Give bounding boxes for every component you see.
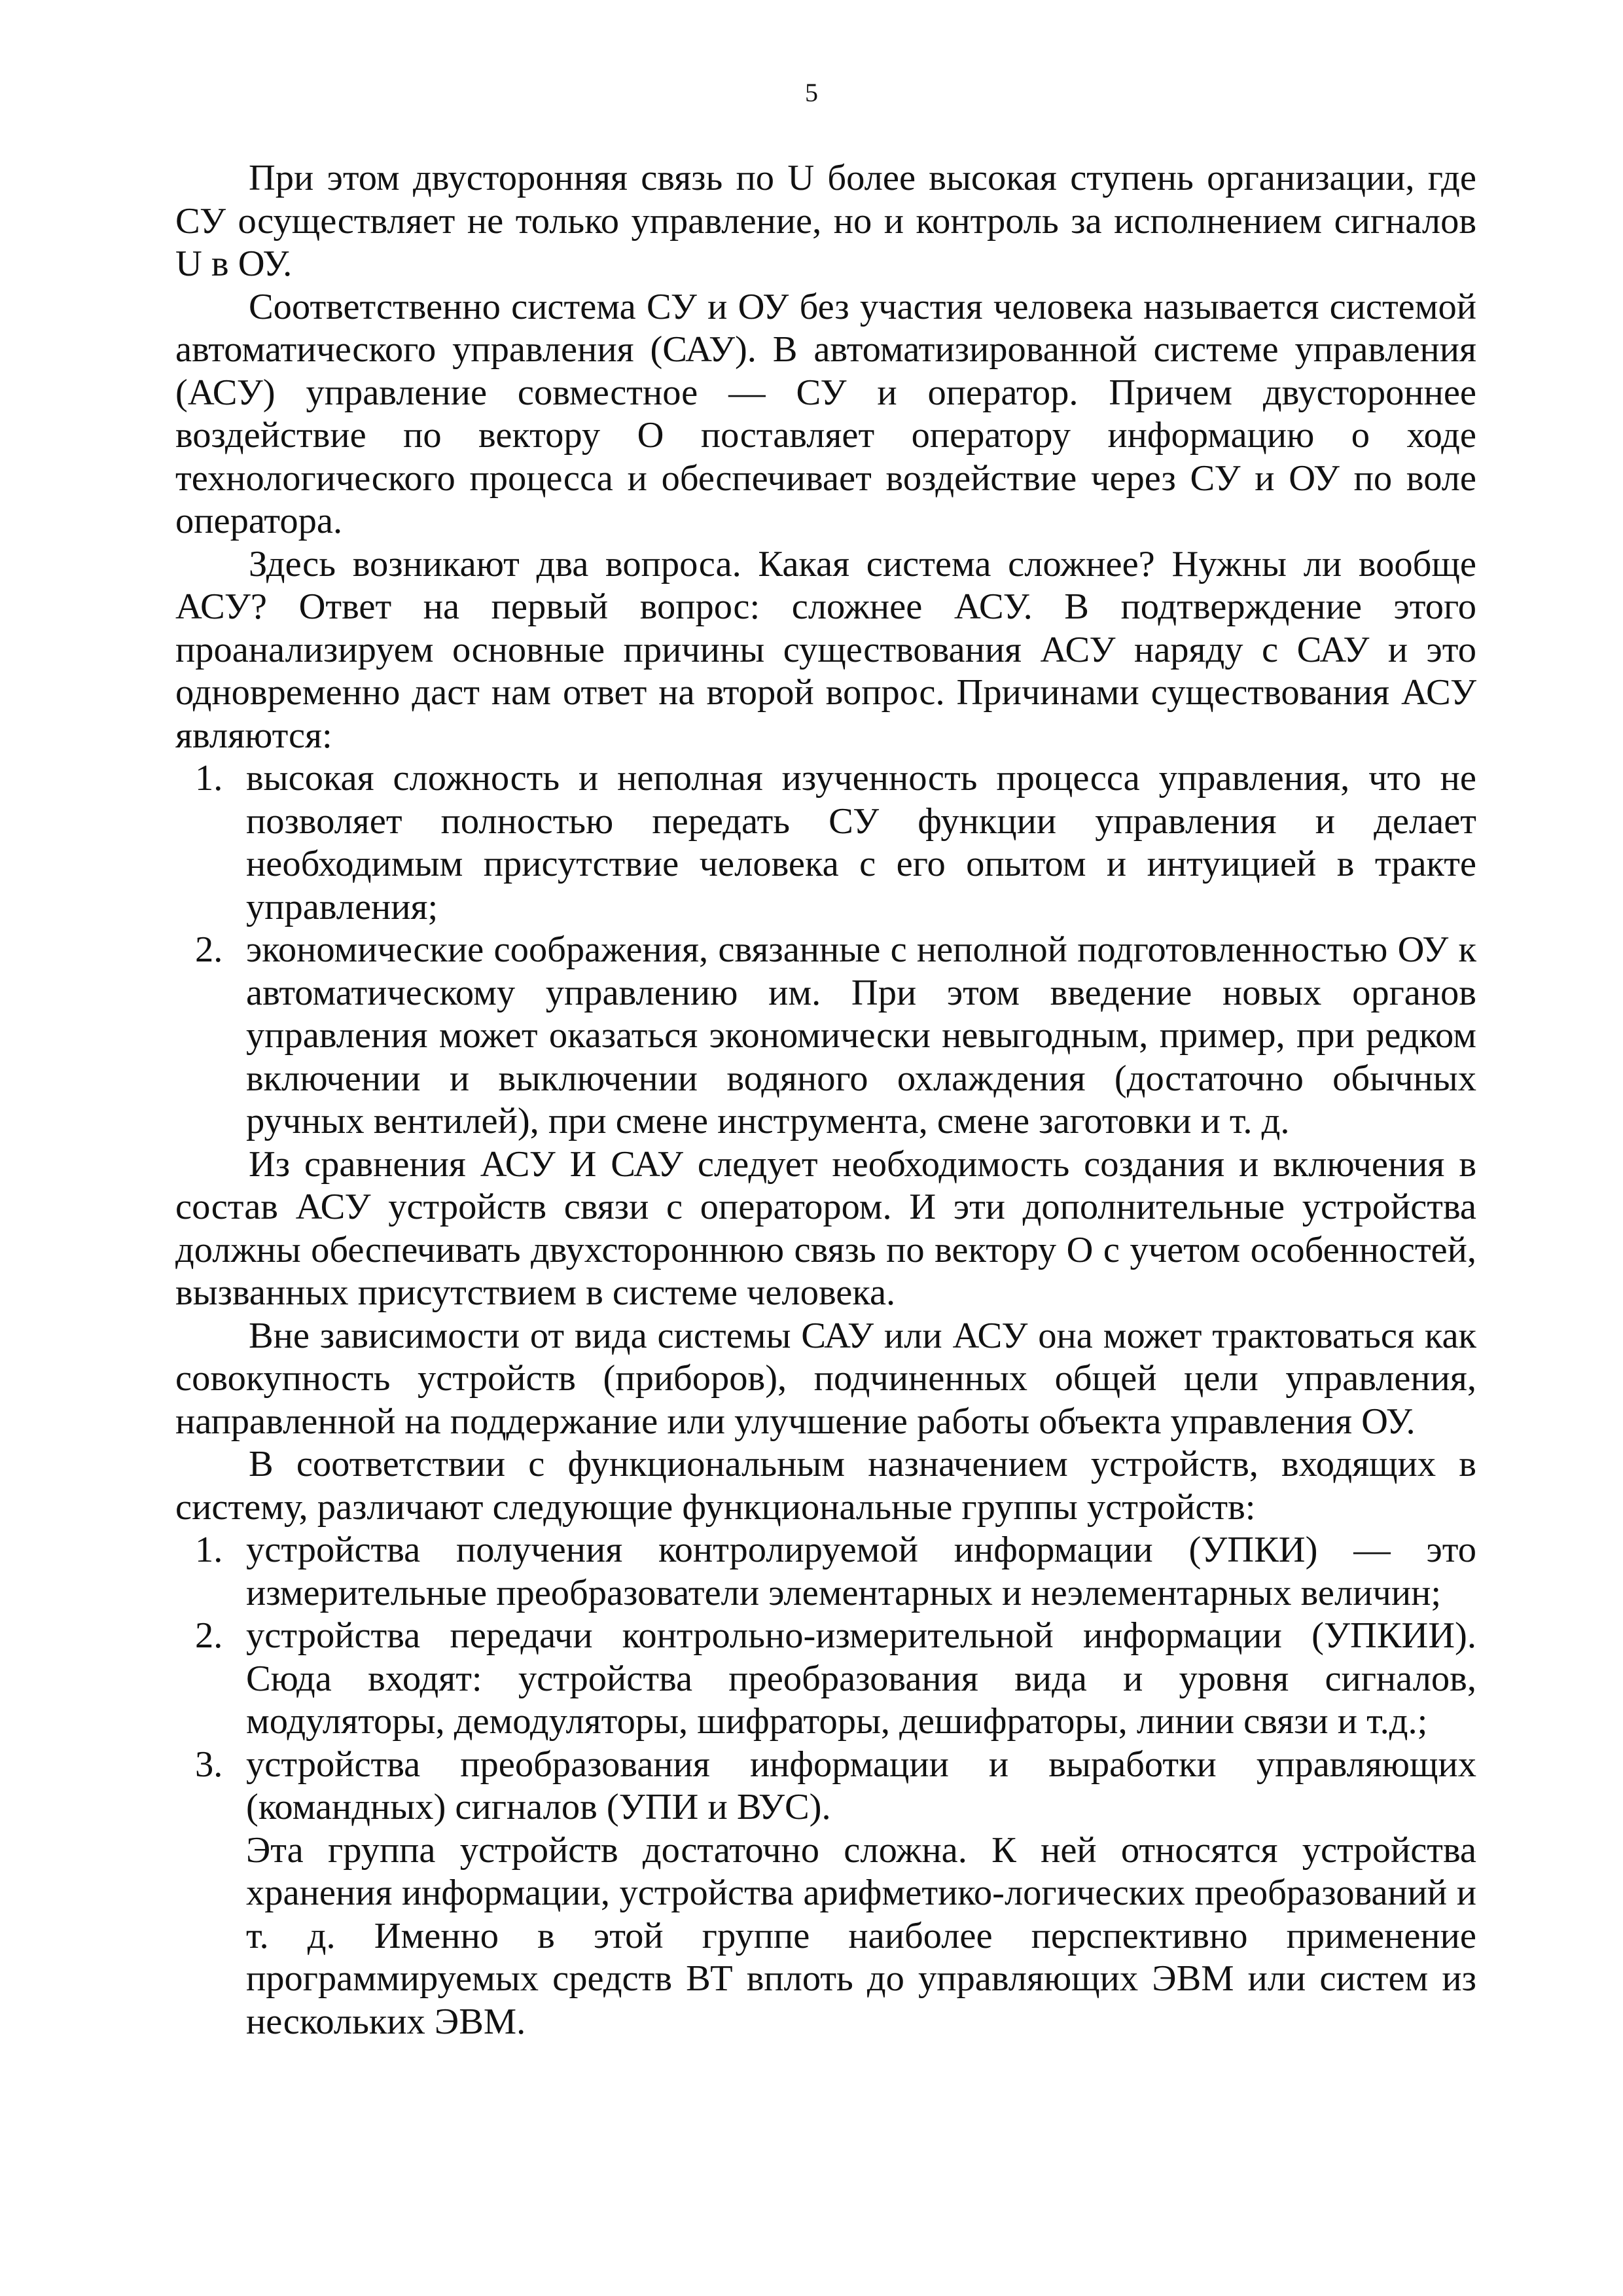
list-item-text: экономические соображения, связанные с неполной подготовленностью ОУ к автоматическому управлению им. При этом введение новых органов управления может оказаться экономически невыгодным, пример, при редком включении и выключении водяного охлаждения (достаточно обычных ручных вентилей), при смене инструмента, смене заготовки и т. д. <box>246 929 1476 1141</box>
list-item-text: устройства получения контролируемой информации (УПКИ) — это измерительные преобразователи элементарных и неэлементарных величин; <box>246 1530 1476 1613</box>
page-body <box>175 157 1476 2043</box>
list-item <box>175 1744 1476 1829</box>
list-item <box>175 1529 1476 1615</box>
paragraph-functional-groups: В соответствии с функциональным назначением устройств, входящих в систему, различают следующие функциональные группы устройств: <box>175 1444 1476 1528</box>
list-item-number: 3. <box>195 1744 223 1785</box>
list-item-number: 1. <box>195 1530 223 1570</box>
paragraph-operator-devices: Из сравнения АСУ И САУ следует необходимость создания и включения в состав АСУ устройств связи с оператором. И эти дополнительные устройства должны обеспечивать двухстороннюю связь по вектору О с учетом особенностей, вызванных присутствием в системе человека. <box>175 1143 1476 1313</box>
paragraph-device-set: Вне зависимости от вида системы САУ или АСУ она может трактоваться как совокупность устройств (приборов), подчиненных общей цели управления, направленной на поддержание или улучшение работы объекта управления ОУ. <box>175 1315 1476 1442</box>
list-item-text: устройства передачи контрольно-измерительной информации (УПКИИ). Сюда входят: устройства преобразования вида и уровня сигналов, модуляторы, демодуляторы, шифраторы, дешифраторы, линии связи и т.д.; <box>246 1615 1476 1742</box>
paragraph-questions: Здесь возникают два вопроса. Какая система сложнее? Нужны ли вообще АСУ? Ответ на первый вопрос: сложнее АСУ. В подтверждение этого проанализируем основные причины существования АСУ наряду с САУ и это одновременно даст нам ответ на второй вопрос. Причинами существования АСУ являются: <box>175 543 1476 756</box>
page-number: 5 <box>805 78 818 107</box>
list-item-number: 1. <box>195 758 223 798</box>
paragraph-group-three-detail: Эта группа устройств достаточно сложна. К ней относятся устройства хранения информации, устройства арифметико-логических преобразований и т. д. Именно в этой группе наиболее перспективно применение программируемых средств ВТ вплоть до управляющих ЭВМ или систем из нескольких ЭВМ. <box>246 1829 1476 2042</box>
list-item <box>175 929 1476 1143</box>
paragraph-feedback: При этом двусторонняя связь по U более высокая ступень организации, где СУ осуществляет не только управление, но и контроль за исполнением сигналов U в ОУ. <box>175 158 1476 284</box>
list-item-text: высокая сложность и неполная изученность процесса управления, что не позволяет полностью передать СУ функции управления и делает необходимым присутствие человека с его опытом и интуицией в тракте управления; <box>246 758 1476 927</box>
list-item-text: устройства преобразования информации и выработки управляющих (командных) сигналов (УПИ и ВУС). <box>246 1744 1476 1827</box>
reasons-list <box>175 757 1476 1143</box>
list-item-number: 2. <box>195 1615 223 1656</box>
list-item <box>175 1615 1476 1744</box>
list-item-number: 2. <box>195 929 223 970</box>
paragraph-sau-asu-definition: Соответственно система СУ и ОУ без участия человека называется системой автоматического управления (САУ). В автоматизированной системе управления (АСУ) управление совместное — СУ и оператор. Причем двустороннее воздействие по вектору О поставляет оператору информацию о ходе технологического процесса и обеспечивает воздействие через СУ и ОУ по воле оператора. <box>175 286 1476 541</box>
list-item <box>175 757 1476 929</box>
groups-list <box>175 1529 1476 1829</box>
